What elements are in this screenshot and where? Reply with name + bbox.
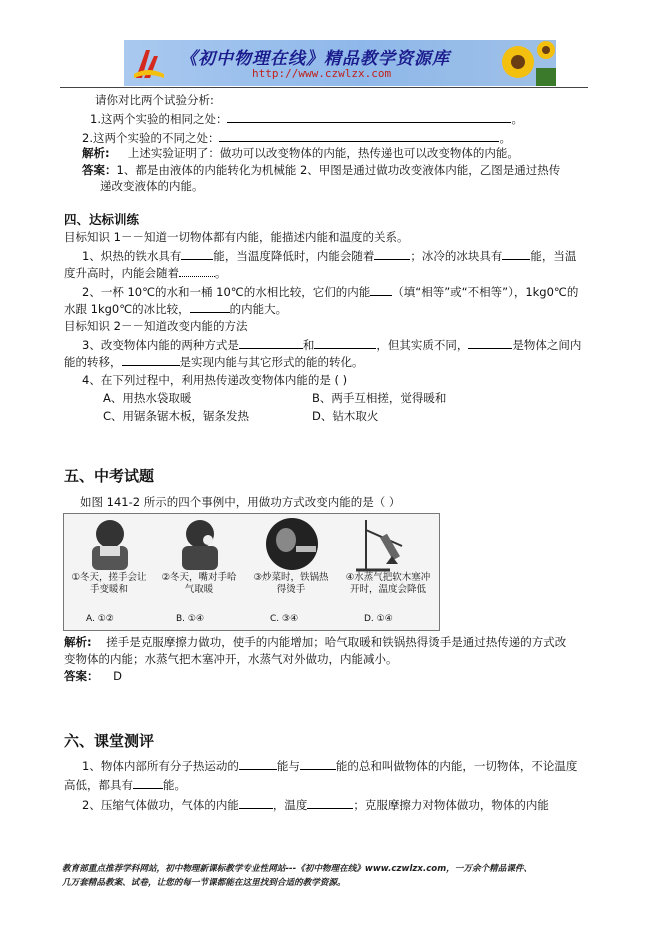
answer-blank[interactable] — [133, 776, 163, 789]
answer-blank[interactable] — [374, 247, 410, 260]
s4-q2-line1: 2、一杯 10℃的水和一桶 10℃的水相比较，它们的内能 （填“相等”或“不相等”），1kg0℃的 — [82, 285, 579, 299]
figure-option-c: C. ③④ — [270, 614, 299, 624]
analysis-paragraph: 解析: 上述实验证明了：做功可以改变物体的内能，热传递也可以改变物体的内能。 — [82, 146, 519, 160]
option-c[interactable]: C、用锯条锯木板，锯条发热 — [103, 409, 250, 423]
answer-blank[interactable] — [239, 336, 303, 349]
caption-4: ④水蒸气把软木塞冲开时，温度会降低 — [345, 572, 431, 595]
page-footer — [62, 862, 532, 890]
s4-q3-line1: 3、改变物体内能的两种方式是 和 ，但其实质不同， 是物体之间内 — [82, 338, 582, 352]
s6-q1-line1: 1、物体内部所有分子热运动的 能与 能的总和叫做物体的内能，一切物体，不论温度 — [82, 759, 578, 773]
s6-q2: 2、压缩气体做功，气体的内能 ，温度 ；克服摩擦力对物体做功，物体的内能 — [82, 798, 549, 812]
figure-option-a: A. ①② — [86, 614, 114, 624]
sunflower-icon — [496, 40, 556, 86]
answer-blank[interactable] — [239, 796, 273, 809]
figure-option-d: D. ①④ — [364, 614, 393, 624]
s4-q1-line2: 度升高时，内能会随着 。 — [64, 266, 227, 280]
banner-title: 《初中物理在线》精品教学资源库 — [180, 49, 450, 69]
s5-analysis: 解析: 搓手是克服摩擦力做功，使手的内能增加；哈气取暖和铁锅热得烫手是通过热传递的方式改 — [64, 635, 567, 649]
s4-q2-line2: 水跟 1kg0℃的冰比较， 的内能大。 — [64, 302, 288, 316]
goal2-text: 目标知识 2－－知道改变内能的方法 — [64, 319, 248, 333]
analysis-label: 解析: — [64, 635, 92, 649]
caption-2: ②冬天，嘴对手哈气取暖 — [161, 572, 237, 595]
s6-q1-line2: 高低，都具有 能。 — [64, 778, 186, 792]
answer-blank[interactable] — [179, 264, 215, 277]
figure-141-2 — [63, 513, 440, 631]
answer-blank[interactable] — [300, 757, 336, 770]
answer-label: 答案： — [82, 163, 117, 177]
banner-url[interactable]: http://www.czwlzx.com — [252, 67, 392, 80]
answer-blank[interactable] — [227, 110, 511, 123]
figure-option-b: B. ①④ — [176, 614, 205, 624]
answer-blank[interactable] — [307, 796, 353, 809]
s4-q4: 4、在下列过程中，利用热传递改变物体内能的是 ( ) — [82, 373, 348, 387]
option-b[interactable]: B、两手互相搓，觉得暖和 — [312, 391, 447, 405]
s5-question: 如图 141-2 所示的四个事例中，用做功方式改变内能的是（ ） — [80, 495, 401, 509]
option-a[interactable]: A、用热水袋取暖 — [103, 391, 192, 405]
test-tube-stopper-illustration — [346, 516, 426, 572]
prompt-text: 请你对比两个试验分析: — [95, 93, 214, 107]
footer-line2: 几万套精品教案、试卷，让您的每一节课都能在这里找到合适的教学资源。 — [62, 878, 346, 888]
answer-blank[interactable] — [502, 247, 530, 260]
answer-label: 答案： — [64, 669, 99, 683]
s5-analysis-line2: 变物体的内能；水蒸气把木塞冲开，水蒸气对外做功，内能减小。 — [64, 652, 398, 666]
site-logo-icon — [132, 44, 166, 82]
option-d[interactable]: D、钻木取火 — [312, 409, 379, 423]
s4-q1-line1: 1、炽热的铁水具有 能，当温度降低时，内能会随着 ；冰冷的冰块具有 能，当温 — [82, 249, 577, 263]
footer-line1: 教育部重点推荐学科网站，初中物理新课标教学专业性网站---《初中物理在线》www.czwlzx.com，一万余个精品课件、 — [62, 864, 533, 874]
caption-1: ①冬天，搓手会让手变暖和 — [71, 572, 147, 595]
rubbing-hands-illustration — [70, 516, 150, 572]
answer-blank[interactable] — [122, 353, 180, 366]
s4-q3-line2: 能的转移， 是实现内能与其它形式的能的转化。 — [64, 355, 364, 369]
frying-pan-illustration — [252, 516, 332, 572]
answer-blank[interactable] — [239, 757, 277, 770]
caption-3: ③炒菜时，铁锅热得烫手 — [253, 572, 329, 595]
question-same: 1.这两个实验的相同之处： 。 — [90, 112, 523, 126]
answer-blank[interactable] — [314, 336, 376, 349]
section4-heading: 四、达标训练 — [64, 212, 140, 227]
analysis-label: 解析: — [82, 146, 110, 160]
answer-blank[interactable] — [181, 247, 213, 260]
goal1-text: 目标知识 1－－知道一切物体都有内能，能描述内能和温度的关系。 — [64, 230, 409, 244]
section6-heading: 六、课堂测评 — [64, 732, 155, 750]
section5-heading: 五、中考试题 — [64, 467, 155, 485]
answer-paragraph: 答案：1、都是由液体的内能转化为机械能 2、甲图是通过做功改变液体内能，乙图是通过热传 — [82, 163, 561, 177]
answer-blank[interactable] — [468, 336, 512, 349]
answer-line2: 递改变液体的内能。 — [100, 179, 204, 193]
answer-blank[interactable] — [190, 300, 230, 313]
header-rule — [60, 87, 588, 88]
breathing-on-hands-illustration — [160, 516, 240, 572]
answer-blank[interactable] — [370, 283, 392, 296]
header-banner — [124, 40, 556, 86]
answer-blank[interactable] — [219, 129, 499, 142]
question-different: 2.这两个实验的不同之处： 。 — [82, 131, 511, 145]
s5-answer: 答案： D — [64, 669, 122, 683]
